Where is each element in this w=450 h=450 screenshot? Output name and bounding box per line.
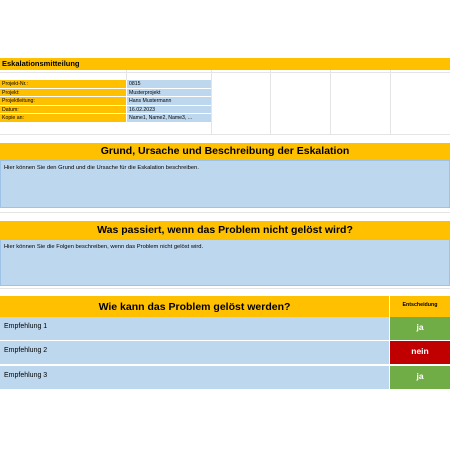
info-value-copy-to[interactable]: Name1, Name2, Name3, ... xyxy=(126,114,211,123)
info-label-project: Projekt: xyxy=(0,89,126,98)
sheet-title: Eskalationsmitteilung xyxy=(0,58,450,70)
recommendation-3-decision[interactable]: ja xyxy=(389,366,450,390)
info-label-copy-to: Kopie an: xyxy=(0,114,126,123)
section-body-consequences[interactable]: Hier können Sie die Folgen beschreiben, wenn das Problem nicht gelöst wird. xyxy=(0,239,450,286)
section-body-reason[interactable]: Hier können Sie den Grund und die Ursache für die Eskalation beschreiben. xyxy=(0,160,450,208)
recommendation-3-label[interactable]: Empfehlung 3 xyxy=(0,366,389,390)
recommendation-1-label[interactable]: Empfehlung 1 xyxy=(0,317,389,341)
recommendation-2-decision[interactable]: nein xyxy=(389,341,450,365)
decision-column-heading: Entscheidung xyxy=(389,296,450,318)
recommendation-1-decision[interactable]: ja xyxy=(389,317,450,341)
section-heading-reason: Grund, Ursache und Beschreibung der Eskalation xyxy=(0,143,450,160)
info-label-project-number: Projekt-Nr.: xyxy=(0,80,126,89)
info-value-project-lead[interactable]: Hans Mustermann xyxy=(126,97,211,106)
info-value-project[interactable]: Musterprojekt xyxy=(126,89,211,98)
recommendations-heading: Wie kann das Problem gelöst werden? xyxy=(0,296,389,318)
section-heading-consequences: Was passiert, wenn das Problem nicht gelöst wird? xyxy=(0,221,450,239)
info-value-project-number[interactable]: 0815 xyxy=(126,80,211,89)
info-label-project-lead: Projektleitung: xyxy=(0,97,126,106)
recommendation-2-label[interactable]: Empfehlung 2 xyxy=(0,341,389,365)
info-value-date[interactable]: 16.02.2023 xyxy=(126,106,211,115)
info-label-date: Datum: xyxy=(0,106,126,115)
